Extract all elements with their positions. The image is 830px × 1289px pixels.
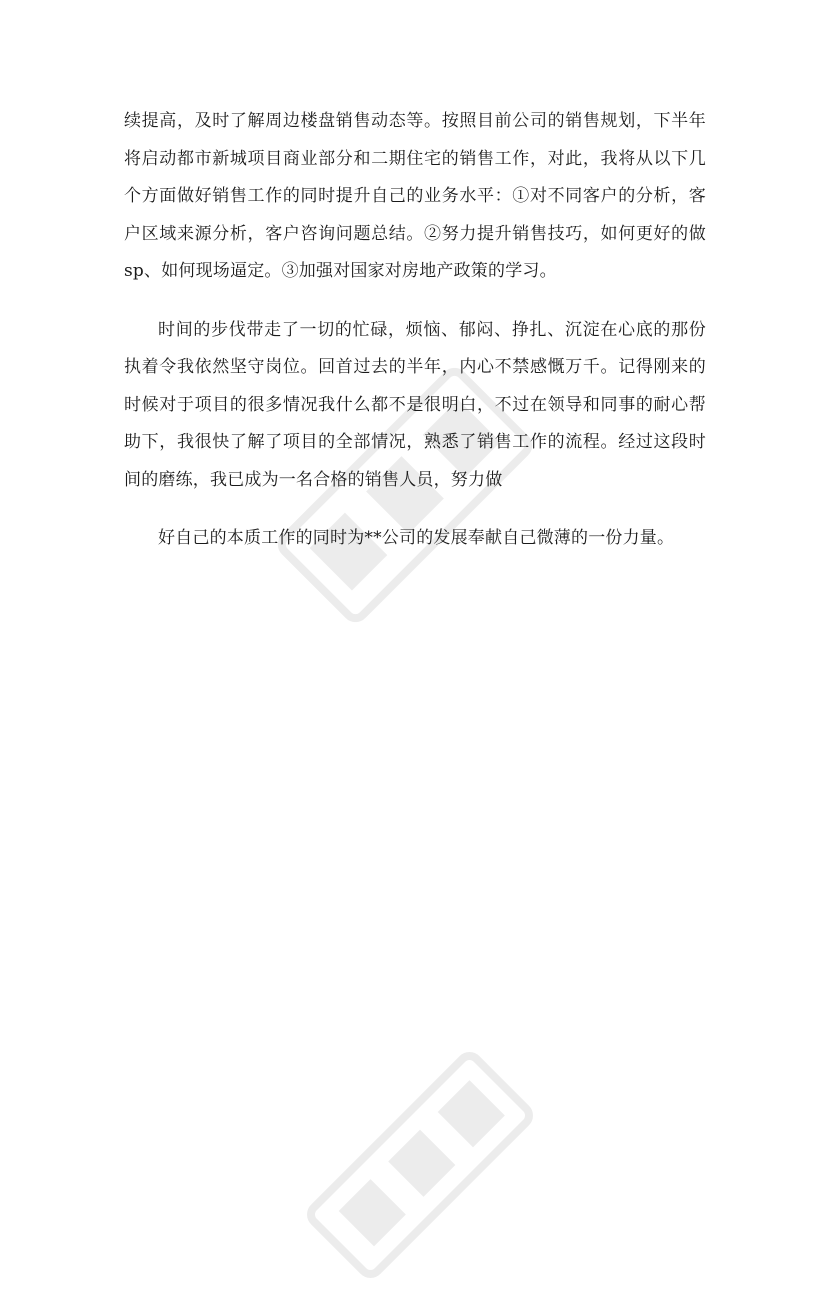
paragraph-1: 续提高，及时了解周边楼盘销售动态等。按照目前公司的销售规划，下半年将启动都市新城项目商业部分和二期住宅的销售工作，对此，我将从以下几个方面做好销售工作的同时提升自己的业务水平：①对不同客户的分析，客户区域来源分析，客户咨询问题总结。②努力提升销售技巧，如何更好的做sp、如何现场逼定。③加强对国家对房地产政策的学习。 xyxy=(124,111,706,281)
document-watermark-icon xyxy=(296,1041,543,1288)
document-body xyxy=(124,103,706,558)
paragraph-2: 时间的步伐带走了一切的忙碌，烦恼、郁闷、挣扎、沉淀在心底的那份执着令我依然坚守岗位。回首过去的半年，内心不禁感慨万千。记得刚来的时候对于项目的很多情况我什么都不是很明白，不过在领导和同事的耐心帮助下，我很快了解了项目的全部情况，熟悉了销售工作的流程。经过这段时间的磨练，我已成为一名合格的销售人员，努力做 xyxy=(124,319,706,490)
paragraph-3: 好自己的本质工作的同时为**公司的发展奉献自己微薄的一份力量。 xyxy=(158,528,675,548)
